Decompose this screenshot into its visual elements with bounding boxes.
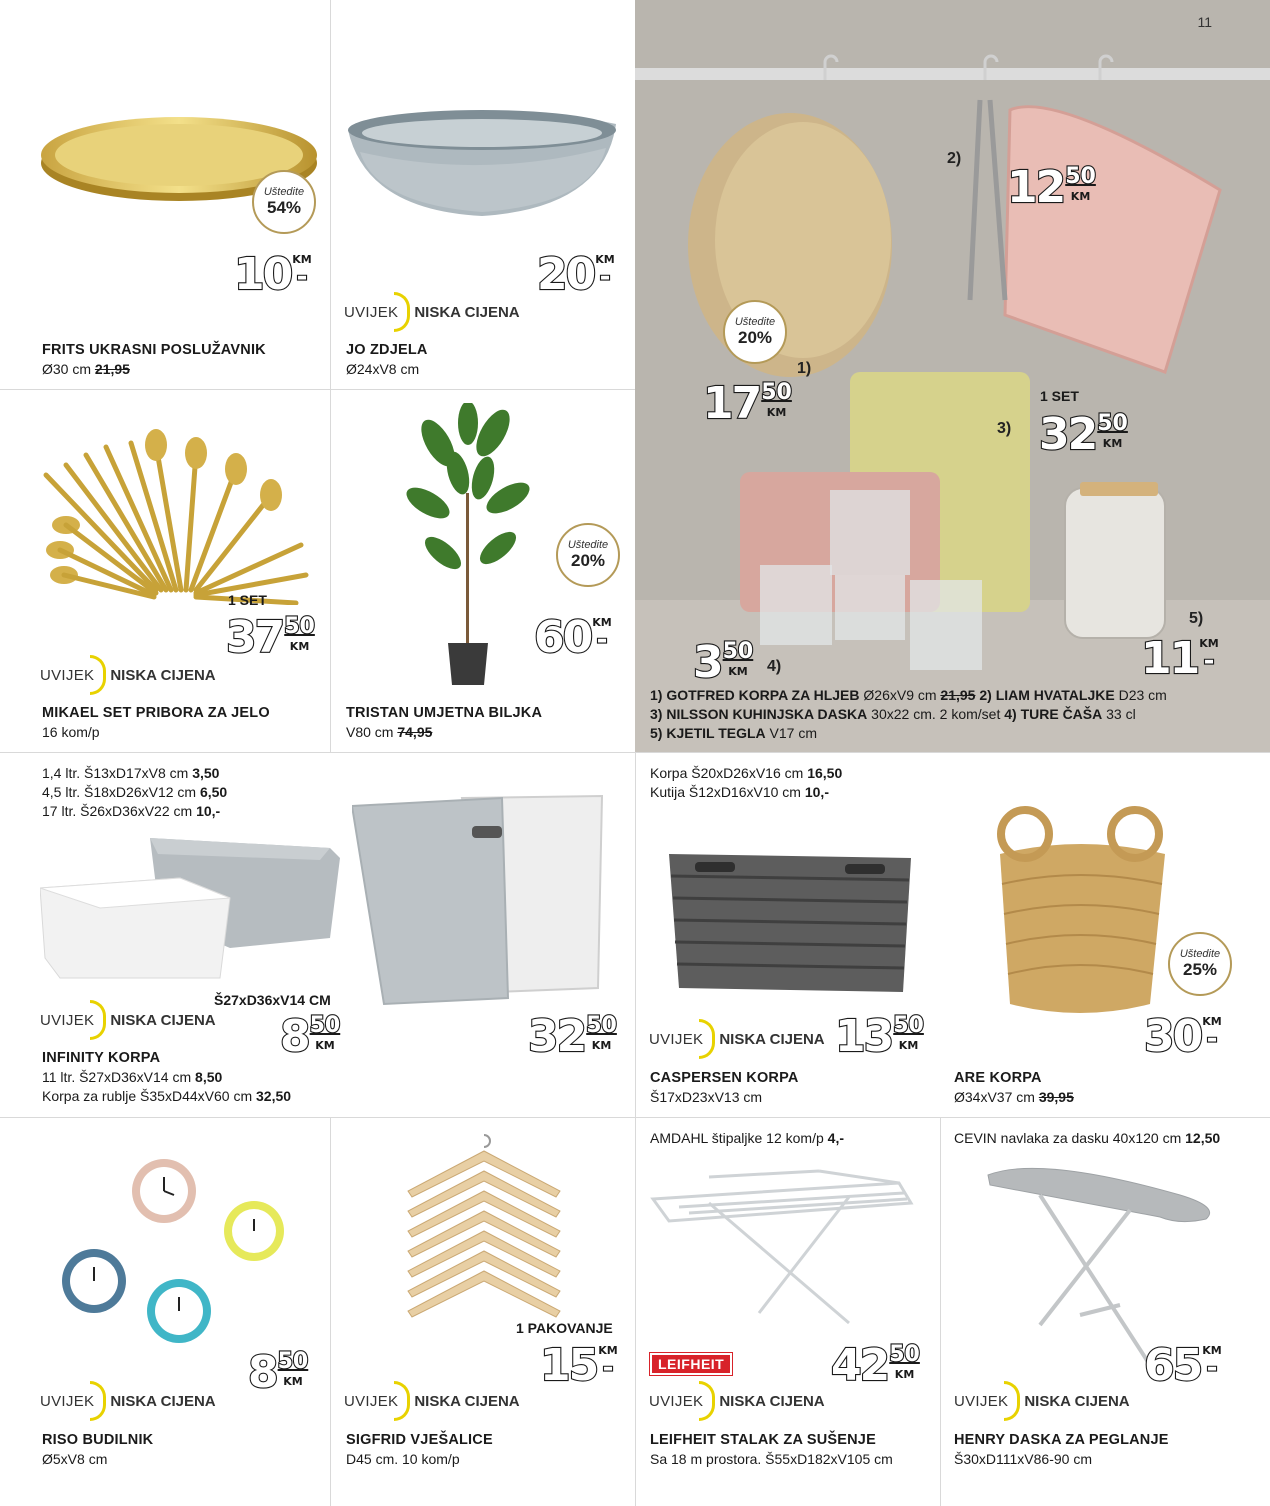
- product-leifheit: [635, 1117, 940, 1506]
- hangers-image: [404, 1131, 564, 1341]
- product-caspersen: [635, 752, 940, 1117]
- discount-badge: Uštedite 25%: [1168, 932, 1232, 996]
- price-gotfred: 17 50 KM: [703, 378, 792, 429]
- price-ture: 3 50 KM: [693, 637, 754, 688]
- price: 8 50 KM: [248, 1347, 309, 1398]
- product-name: RISO BUDILNIK: [42, 1432, 154, 1448]
- product-henry: [940, 1117, 1270, 1506]
- item-number: 3): [997, 420, 1012, 437]
- product-desc: 16 kom/p: [42, 724, 100, 740]
- product-desc: Š30xD111xV86-90 cm: [954, 1451, 1092, 1467]
- uvijek-niska-cijena-logo: UVIJEK NISKA CIJENA: [954, 1381, 1130, 1421]
- product-jo: [330, 0, 635, 389]
- price-liam: 12 50 KM: [1007, 162, 1096, 213]
- price: 65 KM -: [1144, 1340, 1222, 1391]
- hero-kitchen: [635, 0, 1270, 752]
- price: 42 50 KM: [831, 1340, 920, 1391]
- set-label: 1 SET: [228, 592, 267, 608]
- price: 60 KM -: [534, 612, 612, 663]
- price: 37 50 KM: [226, 612, 315, 663]
- product-mikael: [0, 389, 330, 752]
- item-number: 4): [767, 658, 782, 675]
- price: 10 KM -: [234, 249, 312, 300]
- set-label: 1 SET: [1040, 388, 1079, 404]
- price-kjetil: 11 KM -: [1141, 633, 1219, 684]
- product-are: [940, 752, 1270, 1117]
- uvijek-niska-cijena-logo: UVIJEK NISKA CIJENA: [649, 1381, 825, 1421]
- uvijek-niska-cijena-logo: UVIJEK NISKA CIJENA: [40, 655, 216, 695]
- uvijek-niska-cijena-logo: UVIJEK NISKA CIJENA: [649, 1019, 825, 1059]
- laundry-baskets-image: [352, 788, 607, 1008]
- top-note: AMDAHL štipaljke 12 kom/p 4,-: [650, 1130, 845, 1146]
- bowl-image: [342, 100, 622, 220]
- price-nilsson: 32 50 KM: [1039, 409, 1128, 460]
- price: 20 KM -: [537, 249, 615, 300]
- product-name: LEIFHEIT STALAK ZA SUŠENJE: [650, 1432, 876, 1448]
- product-desc: D45 cm. 10 kom/p: [346, 1451, 460, 1467]
- product-name: JO ZDJELA: [346, 342, 428, 358]
- product-desc: V80 cm 74,95: [346, 724, 433, 740]
- wicker-basket-image: [665, 836, 915, 996]
- discount-badge: Uštedite 20%: [723, 300, 787, 364]
- price: 30 KM -: [1144, 1011, 1222, 1062]
- pack-label: 1 PAKOVANJE: [516, 1320, 613, 1336]
- uvijek-niska-cijena-logo: UVIJEK NISKA CIJENA: [344, 1381, 520, 1421]
- product-name: ARE KORPA: [954, 1070, 1042, 1086]
- seagrass-basket-image: [980, 804, 1180, 1019]
- product-sigfrid: [330, 1117, 635, 1506]
- product-desc: Ø34xV37 cm 39,95: [954, 1089, 1074, 1105]
- drying-rack-image: [649, 1163, 929, 1343]
- product-frits: [0, 0, 330, 389]
- size-list: Korpa Š20xD26xV16 cm 16,50 Kutija Š12xD16xV10 cm 10,-: [650, 765, 843, 800]
- top-note: CEVIN navlaka za dasku 40x120 cm 12,50: [954, 1130, 1221, 1146]
- price-laundry-basket: 32 50 KM: [528, 1011, 617, 1062]
- dimension-label: Š27xD36xV14 CM: [214, 992, 331, 1008]
- item-number: 5): [1189, 610, 1204, 627]
- product-riso: [0, 1117, 330, 1506]
- product-name: TRISTAN UMJETNA BILJKA: [346, 705, 543, 721]
- product-desc: Sa 18 m prostora. Š55xD182xV105 cm: [650, 1451, 893, 1467]
- product-desc: Ø5xV8 cm: [42, 1451, 108, 1467]
- alarm-clocks-image: [54, 1141, 294, 1351]
- uvijek-niska-cijena-logo: UVIJEK NISKA CIJENA: [344, 292, 520, 332]
- product-name: INFINITY KORPA: [42, 1050, 161, 1066]
- product-desc: Š17xD23xV13 cm: [650, 1089, 763, 1105]
- item-number: 1): [797, 360, 812, 377]
- item-number: 2): [947, 150, 962, 167]
- page-number: 11: [1197, 14, 1212, 30]
- product-desc: 11 ltr. Š27xD36xV14 cm 8,50 Korpa za rublje Š35xD44xV60 cm 32,50: [42, 1069, 292, 1104]
- product-desc: Ø30 cm 21,95: [42, 361, 130, 377]
- product-desc: Ø24xV8 cm: [346, 361, 420, 377]
- price: 13 50 KM: [835, 1011, 924, 1062]
- product-name: SIGFRID VJEŠALICE: [346, 1432, 493, 1448]
- cutlery-image: [36, 425, 316, 605]
- discount-badge: Uštedite 20%: [556, 523, 620, 587]
- product-name: CASPERSEN KORPA: [650, 1070, 799, 1086]
- product-infinity: [0, 752, 635, 1117]
- product-name: HENRY DASKA ZA PEGLANJE: [954, 1432, 1169, 1448]
- hero-caption: 1) GOTFRED KORPA ZA HLJEB Ø26xV9 cm 21,95 2) LIAM HVATALJKE D23 cm 3) NILSSON KUHINJSKA DASKA 30x22 cm. 2 kom/set 4) TURE ČAŠA 33 cl 5) KJETIL TEGLA V17 cm: [650, 687, 1167, 741]
- product-tristan: [330, 389, 635, 752]
- uvijek-niska-cijena-logo: UVIJEK NISKA CIJENA: [40, 1000, 216, 1040]
- ironing-board-image: [980, 1155, 1220, 1370]
- price: 15 KM -: [540, 1340, 618, 1391]
- discount-badge: Uštedite 54%: [252, 170, 316, 234]
- product-name: FRITS UKRASNI POSLUŽAVNIK: [42, 342, 266, 358]
- product-name: MIKAEL SET PRIBORA ZA JELO: [42, 705, 270, 721]
- plant-image: [398, 403, 538, 688]
- storage-boxes-image: [40, 828, 340, 988]
- uvijek-niska-cijena-logo: UVIJEK NISKA CIJENA: [40, 1381, 216, 1421]
- price-small-box: 8 50 KM: [280, 1011, 341, 1062]
- size-list: 1,4 ltr. Š13xD17xV8 cm 3,50 4,5 ltr. Š18xD26xV12 cm 6,50 17 ltr. Š26xD36xV22 cm 10,-: [42, 765, 228, 819]
- leifheit-logo: LEIFHEIT: [650, 1353, 732, 1375]
